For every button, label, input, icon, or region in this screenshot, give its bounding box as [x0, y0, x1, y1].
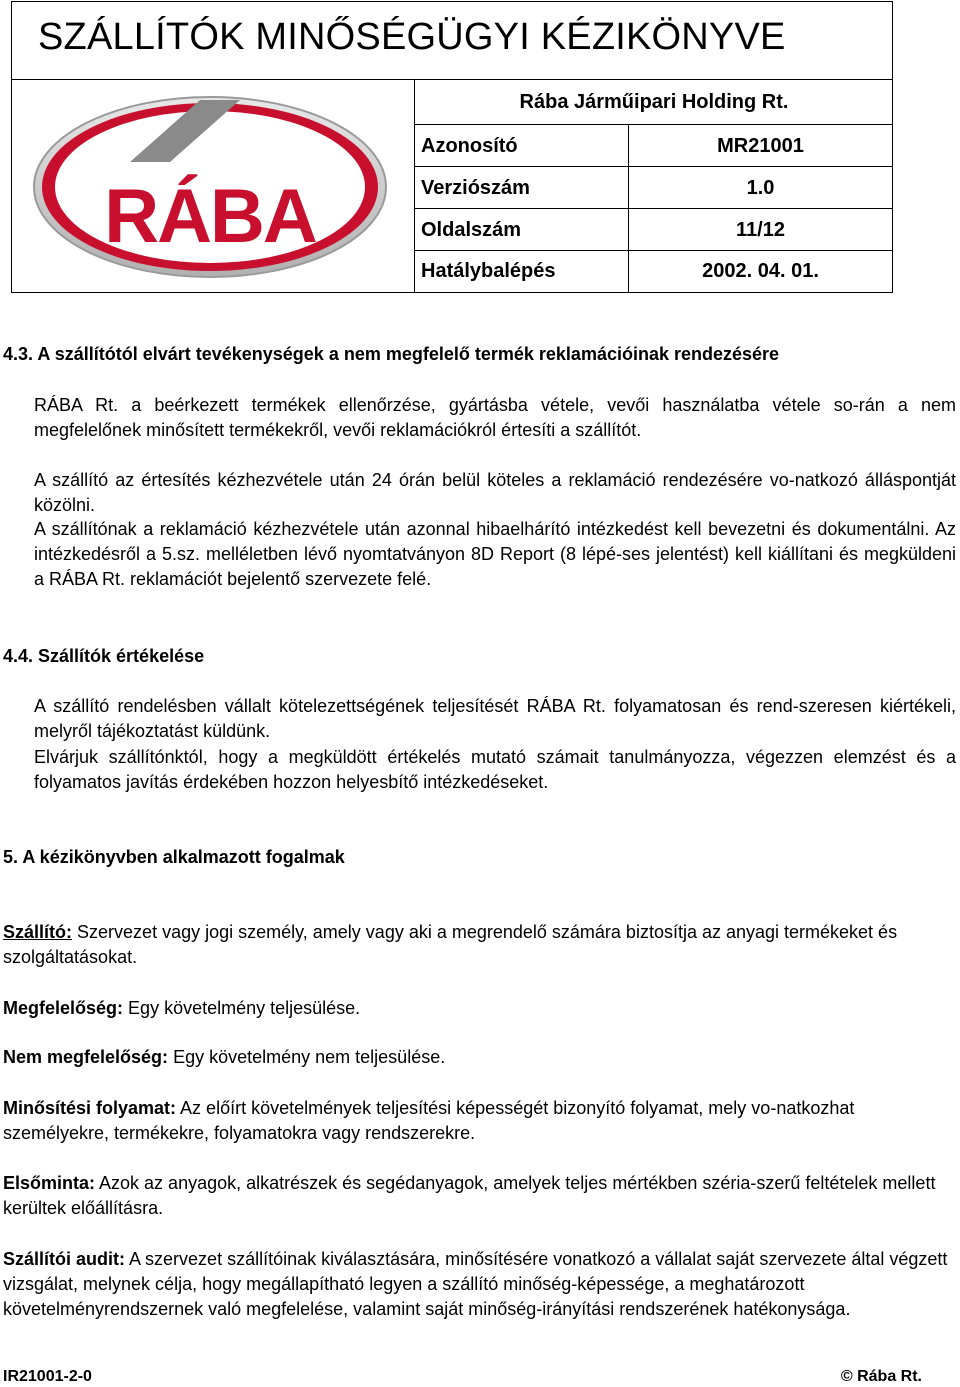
title-cell — [12, 2, 892, 80]
meta-row — [415, 209, 893, 251]
meta-row — [415, 125, 893, 167]
definition — [3, 920, 953, 970]
section-heading: 4.3. A szállítótól elvárt tevékenységek a nem megfelelő termék reklamációinak rendezésére — [3, 344, 780, 364]
definition — [3, 996, 953, 1021]
meta-label: Hatálybalépés — [421, 260, 556, 282]
definition-term: Megfelelőség: — [3, 998, 124, 1018]
definition-text: Azok az anyagok, alkatrészek és segédanyagok, amelyek teljes mértékben széria-szerű feltételek mellett kerültek előállításra. — [3, 1173, 936, 1218]
meta-label: Azonosító — [421, 135, 518, 157]
definition-text: Az előírt követelmények teljesítési képességét bizonyító folyamat, mely vo-natkozhat személyekre, termékekre, folyamatokra vagy rendszerekre. — [3, 1098, 855, 1143]
definition-term: Nem megfelelőség: — [3, 1047, 169, 1067]
paragraph: A szállító rendelésben vállalt kötelezettségének teljesítését RÁBA Rt. folyamatosan és rend-szeresen kiértékeli, melyről tájékoztatást küldünk. — [34, 696, 956, 741]
definition-text: Szervezet vagy jogi személy, amely vagy aki a megrendelő számára biztosítja az anyagi termékeket és szolgáltatásokat. — [3, 922, 898, 967]
metadata-table — [414, 80, 892, 292]
company-name: Rába Járműipari Holding Rt. — [519, 91, 789, 113]
logo-text: RÁBA — [104, 174, 316, 259]
raba-logo — [30, 92, 390, 282]
meta-row — [415, 167, 893, 209]
section-heading: 5. A kézikönyvben alkalmazott fogalmak — [3, 847, 345, 867]
definition-text: Egy követelmény nem teljesülése. — [173, 1047, 446, 1067]
definition — [3, 1045, 953, 1070]
footer-doc-id: IR21001-2-0 — [3, 1368, 92, 1385]
paragraph: RÁBA Rt. a beérkezett termékek ellenőrzése, gyártásba vétele, vevői használatba vétele so-rán a nem megfelelőnek minősített termékekről, vevői reklamációkról értesíti a szállítót. — [34, 395, 956, 440]
document-title: SZÁLLÍTÓK MINŐSÉGÜGYI KÉZIKÖNYVE — [38, 16, 786, 58]
definition-term: Szállítói audit: — [3, 1249, 126, 1269]
document-header — [11, 1, 893, 293]
definition-term: Elsőminta: — [3, 1173, 96, 1193]
definition-text: Egy követelmény teljesülése. — [128, 998, 361, 1018]
meta-value: 1.0 — [746, 177, 775, 199]
paragraph: A szállító az értesítés kézhezvétele után 24 órán belül köteles a reklamáció rendezésére vo-natkozó álláspontját közölni. — [34, 470, 956, 515]
definition — [3, 1247, 948, 1322]
definition-text: A szervezet szállítóinak kiválasztására, minősítésére vonatkozó a vállalat saját szervezete által végzett vizsgálat, melynek célja, hogy megállapítható legyen a szállító minőség-képessége, a meghatározott követelményrendszernek való megfelelése, valamint saját minőség-irányítási rendszerének hatékonysága. — [3, 1249, 948, 1319]
meta-value: 2002. 04. 01. — [702, 260, 819, 282]
footer-copyright: © Rába Rt. — [840, 1368, 922, 1385]
definition-term: Minősítési folyamat: — [3, 1098, 177, 1118]
meta-label: Verziószám — [421, 177, 530, 199]
company-row — [415, 80, 893, 125]
definition — [3, 1171, 938, 1221]
definition — [3, 1096, 948, 1146]
definition-term: Szállító: — [3, 922, 73, 942]
meta-value: MR21001 — [717, 135, 804, 157]
meta-value: 11/12 — [736, 219, 785, 241]
meta-row — [415, 251, 893, 292]
paragraph: A szállítónak a reklamáció kézhezvétele után azonnal hibaelhárító intézkedést kell bevezetni és dokumentálni. Az intézkedésről a 5.sz. melléletben lévő nyomtatványon 8D Report (8 lépé-ses jelentést) kell kiállítani és megküldeni a RÁBA Rt. reklamációt bejelentő szervezete felé. — [34, 519, 956, 589]
section-heading: 4.4. Szállítók értékelése — [3, 646, 205, 666]
logo-cell — [12, 80, 414, 292]
column-divider — [628, 125, 629, 292]
paragraph: Elvárjuk szállítónktól, hogy a megküldött értékelés mutató számait tanulmányozza, végezzen elemzést és a folyamatos javítás érdekében hozzon helyesbítő intézkedéseket. — [34, 747, 956, 792]
meta-label: Oldalszám — [421, 219, 522, 241]
